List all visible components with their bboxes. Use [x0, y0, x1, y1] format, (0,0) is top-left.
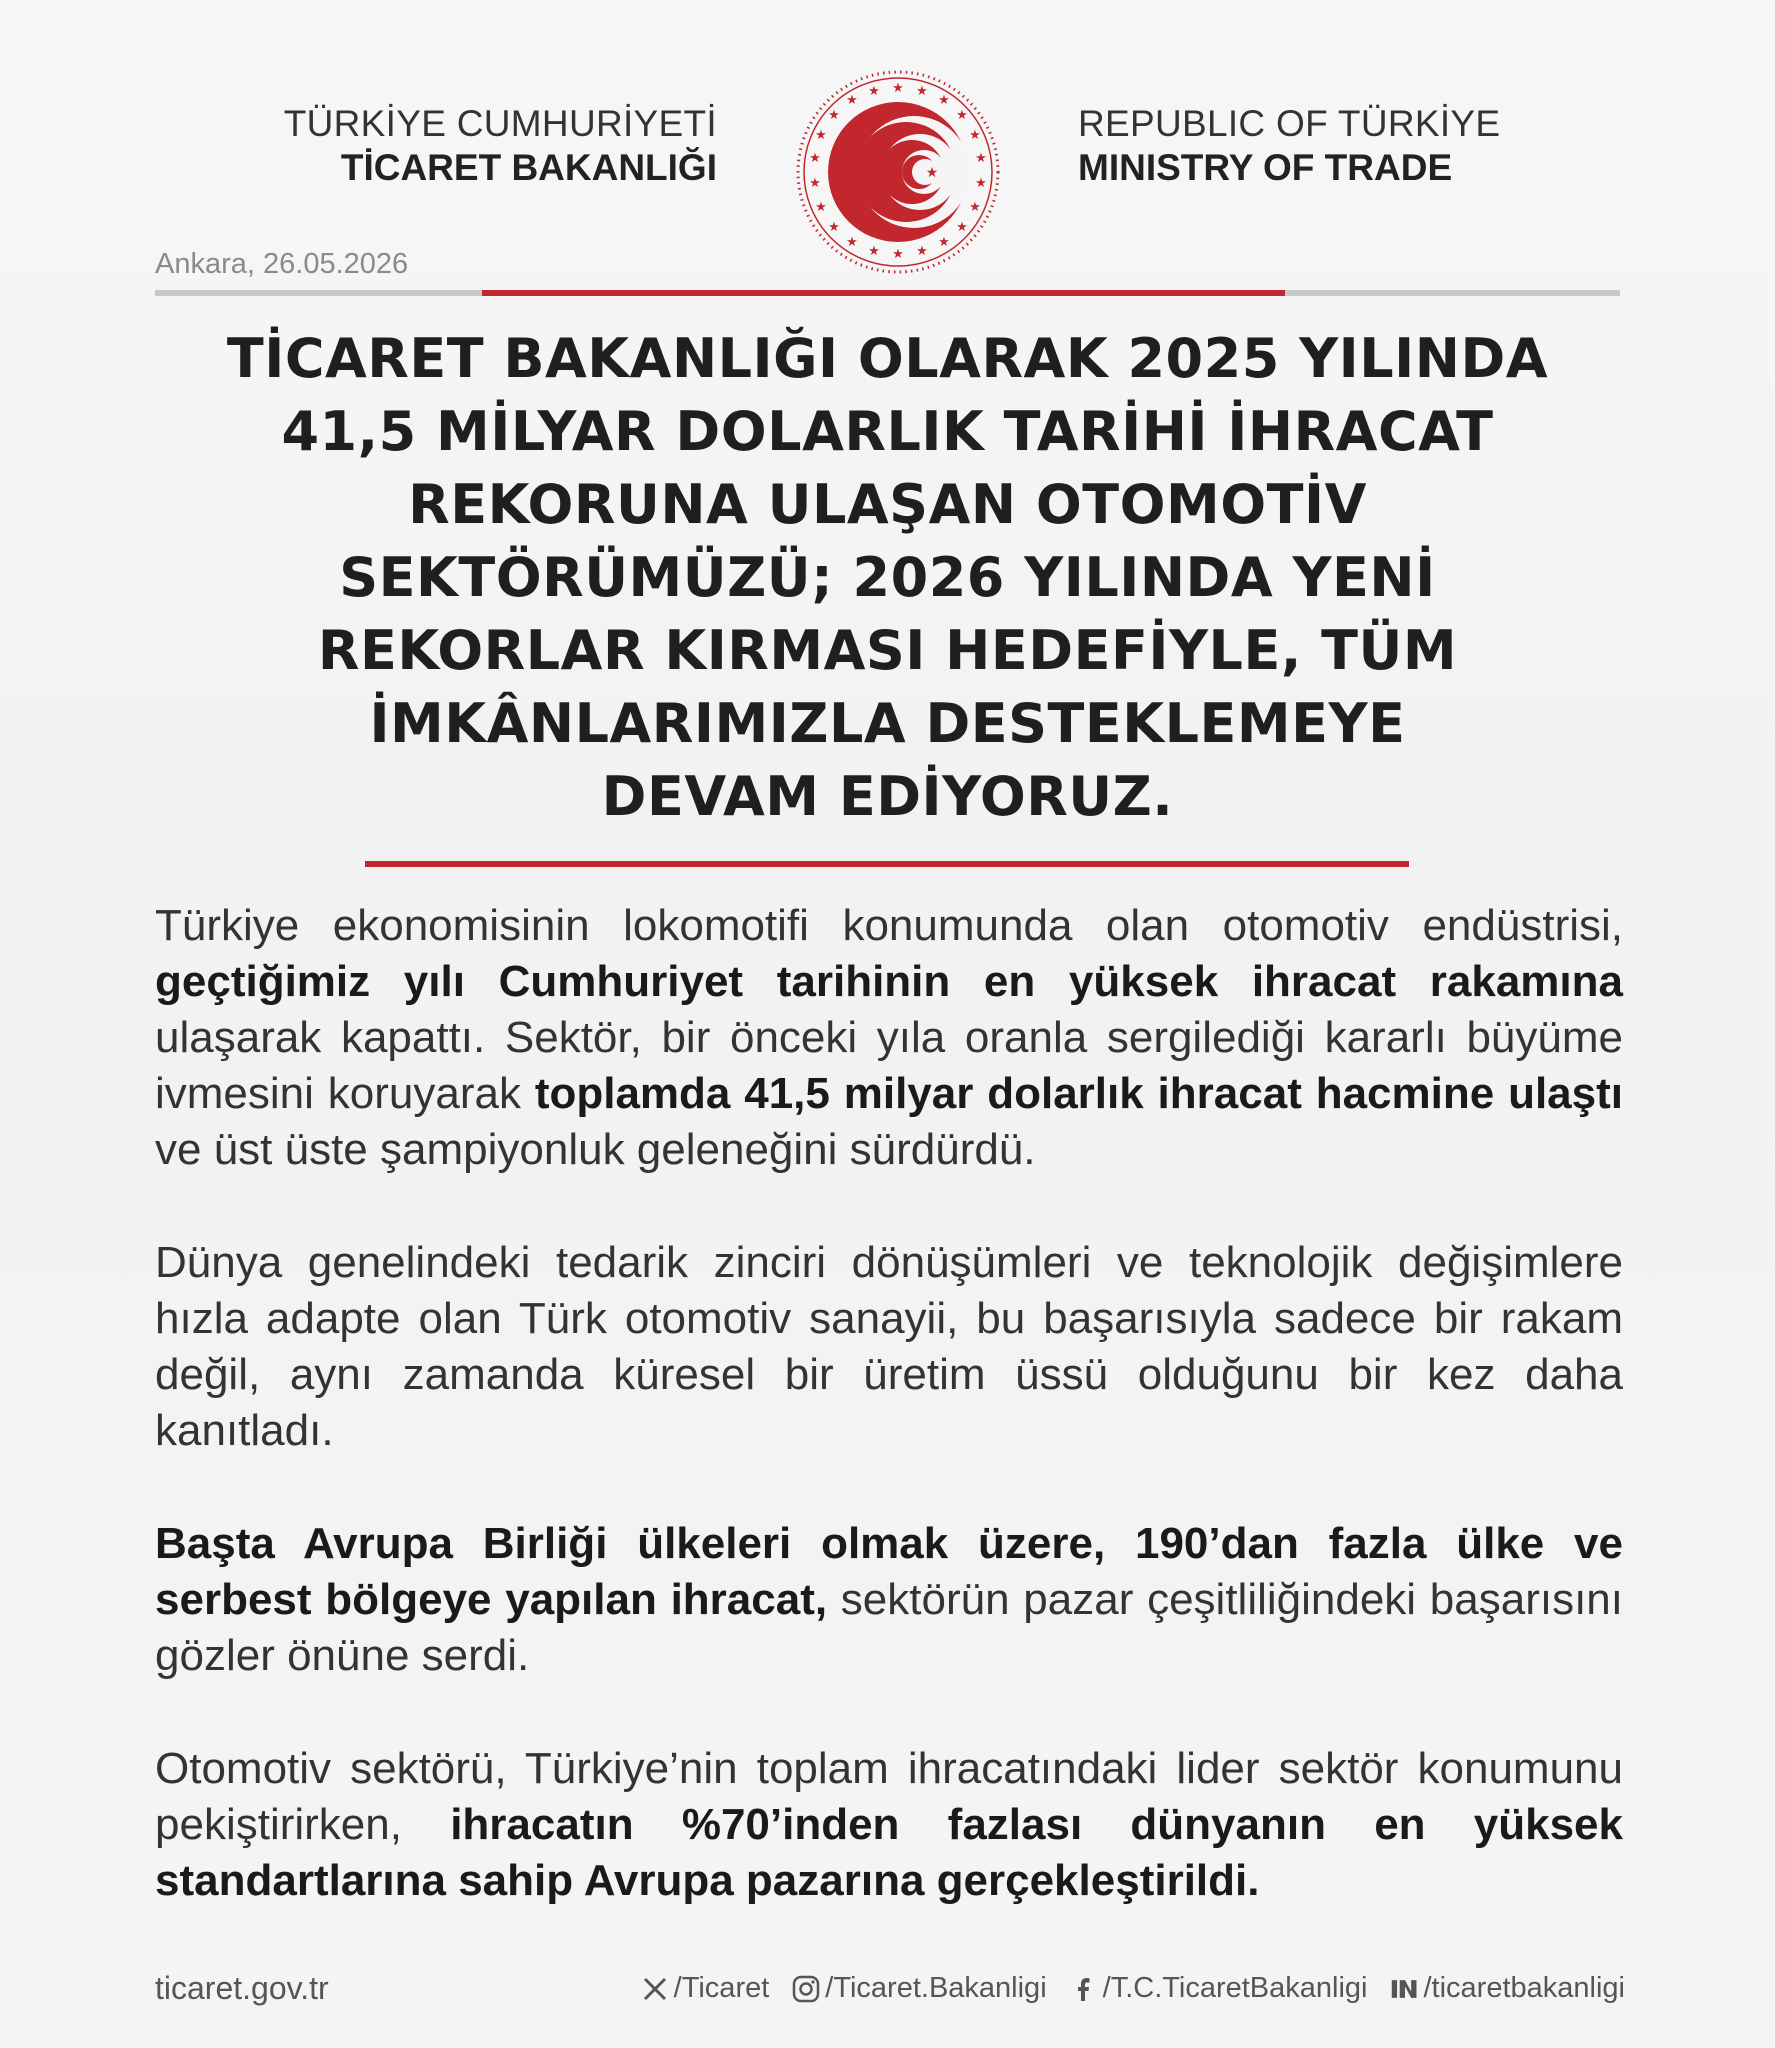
paragraph-1 [155, 898, 1623, 1178]
svg-text:★: ★ [975, 151, 987, 166]
paragraph-bold-text: toplamda 41,5 milyar dolarlık ihracat hacmine ulaştı [534, 1069, 1623, 1118]
social-handle: /T.C.TicaretBakanligi [1102, 1972, 1368, 2004]
paragraph-text: ve üst üste şampiyonluk geleneğini sürdürdü. [155, 1125, 1036, 1174]
social-x-link[interactable] [640, 1972, 770, 2005]
top-divider-accent [482, 290, 1285, 296]
paragraph-4 [155, 1741, 1623, 1909]
svg-text:★: ★ [846, 93, 858, 108]
header-country-tr: TÜRKİYE CUMHURİYETİ [283, 103, 717, 144]
headline-divider [365, 861, 1409, 867]
header-ministry-tr: TİCARET BAKANLIĞI [340, 147, 717, 188]
social-handle: /Ticaret [673, 1972, 770, 2004]
header [0, 50, 1775, 262]
website-link[interactable]: ticaret.gov.tr [155, 1970, 329, 2006]
svg-text:★: ★ [956, 108, 968, 123]
social-handle: /ticaretbakanligi [1423, 1972, 1625, 2004]
instagram-icon [791, 1974, 821, 2004]
social-instagram-link[interactable] [791, 1972, 1046, 2005]
social-nsosyal-link[interactable] [1390, 1972, 1626, 2005]
paragraph-text: sektörün pazar çeşitliliğindeki başarısını gözler önüne serdi. [155, 1575, 1624, 1680]
svg-text:★: ★ [809, 151, 821, 166]
paragraph-text: Türkiye ekonomisinin lokomotifi konumunda olan otomotiv endüstrisi, [155, 901, 1623, 950]
facebook-icon [1069, 1974, 1099, 2004]
social-links [640, 1972, 1625, 2005]
svg-text:★: ★ [892, 81, 904, 96]
social-facebook-link[interactable] [1069, 1972, 1368, 2005]
social-handle: /Ticaret.Bakanligi [825, 1972, 1047, 2004]
nsosyal-icon [1390, 1974, 1420, 2004]
paragraph-3 [155, 1516, 1623, 1684]
svg-text:★: ★ [916, 84, 928, 99]
svg-text:★: ★ [828, 108, 840, 123]
header-left-title [284, 102, 717, 190]
svg-text:★: ★ [938, 93, 950, 108]
paragraph-text: Dünya genelindeki tedarik zinciri dönüşümleri ve teknolojik değişimlere hızla adapte olan Türk otomotiv sanayii, bu başarısıyla sadece bir rakam değil, aynı zamanda küresel bir üretim üssü olduğunu bir kez daha kanıtladı. [155, 1238, 1623, 1455]
svg-text:★: ★ [892, 247, 904, 262]
paragraph-bold-text: ihracatın %70’inden fazlası dünyanın en yüksek standartlarına sahip Avrupa pazarına gerçekleştirildi. [155, 1800, 1624, 1905]
header-country-en: REPUBLIC OF TÜRKİYE [1078, 103, 1501, 144]
headline-line: 41,5 MİLYAR DOLARLIK TARİHİ İHRACAT [281, 400, 1494, 463]
svg-text:★: ★ [969, 128, 981, 143]
svg-text:★: ★ [969, 200, 981, 215]
press-date: Ankara, 26.05.2026 [155, 248, 409, 280]
svg-text:★: ★ [868, 84, 880, 99]
svg-text:★: ★ [846, 235, 858, 250]
press-body [155, 898, 1623, 1966]
svg-text:★: ★ [975, 176, 987, 191]
headline-line: İMKÂNLARIMIZLA DESTEKLEMEYE [369, 692, 1406, 755]
paragraph-bold-text: Başta Avrupa Birliği ülkeleri olmak üzere, 190’dan fazla ülke ve serbest bölgeye yapılan ihracat, [155, 1519, 1623, 1624]
headline-line: SEKTÖRÜMÜZÜ; 2026 YILINDA YENİ [339, 546, 1436, 609]
ministry-emblem-logo [792, 66, 1004, 278]
svg-text:★: ★ [925, 165, 939, 181]
headline-line: DEVAM EDİYORUZ. [601, 765, 1174, 828]
headline-line: TİCARET BAKANLIĞI OLARAK 2025 YILINDA [226, 327, 1549, 390]
svg-text:★: ★ [815, 200, 827, 215]
svg-text:★: ★ [916, 244, 928, 259]
svg-text:★: ★ [956, 220, 968, 235]
svg-text:★: ★ [868, 244, 880, 259]
header-ministry-en: MINISTRY OF TRADE [1078, 147, 1453, 188]
svg-text:★: ★ [815, 128, 827, 143]
svg-text:★: ★ [809, 176, 821, 191]
headline-line: REKORUNA ULAŞAN OTOMOTİV [408, 473, 1367, 536]
x-icon [640, 1974, 670, 2004]
footer [155, 1970, 1625, 2012]
paragraph-2 [155, 1235, 1623, 1459]
headline [155, 322, 1620, 833]
paragraph-bold-text: geçtiğimiz yılı Cumhuriyet tarihinin en yüksek ihracat rakamına [155, 957, 1623, 1006]
svg-text:★: ★ [938, 235, 950, 250]
paragraph-text: Otomotiv sektörü, Türkiye’nin toplam ihracatındaki lider sektör konumunu pekiştirirken, [155, 1744, 1623, 1849]
headline-line: REKORLAR KIRMASI HEDEFİYLE, TÜM [317, 619, 1458, 682]
svg-text:★: ★ [828, 220, 840, 235]
paragraph-text: ulaşarak kapattı. Sektör, bir önceki yıla oranla sergilediği kararlı büyüme ivmesini koruyarak [155, 1013, 1623, 1118]
header-right-title [1078, 102, 1500, 190]
